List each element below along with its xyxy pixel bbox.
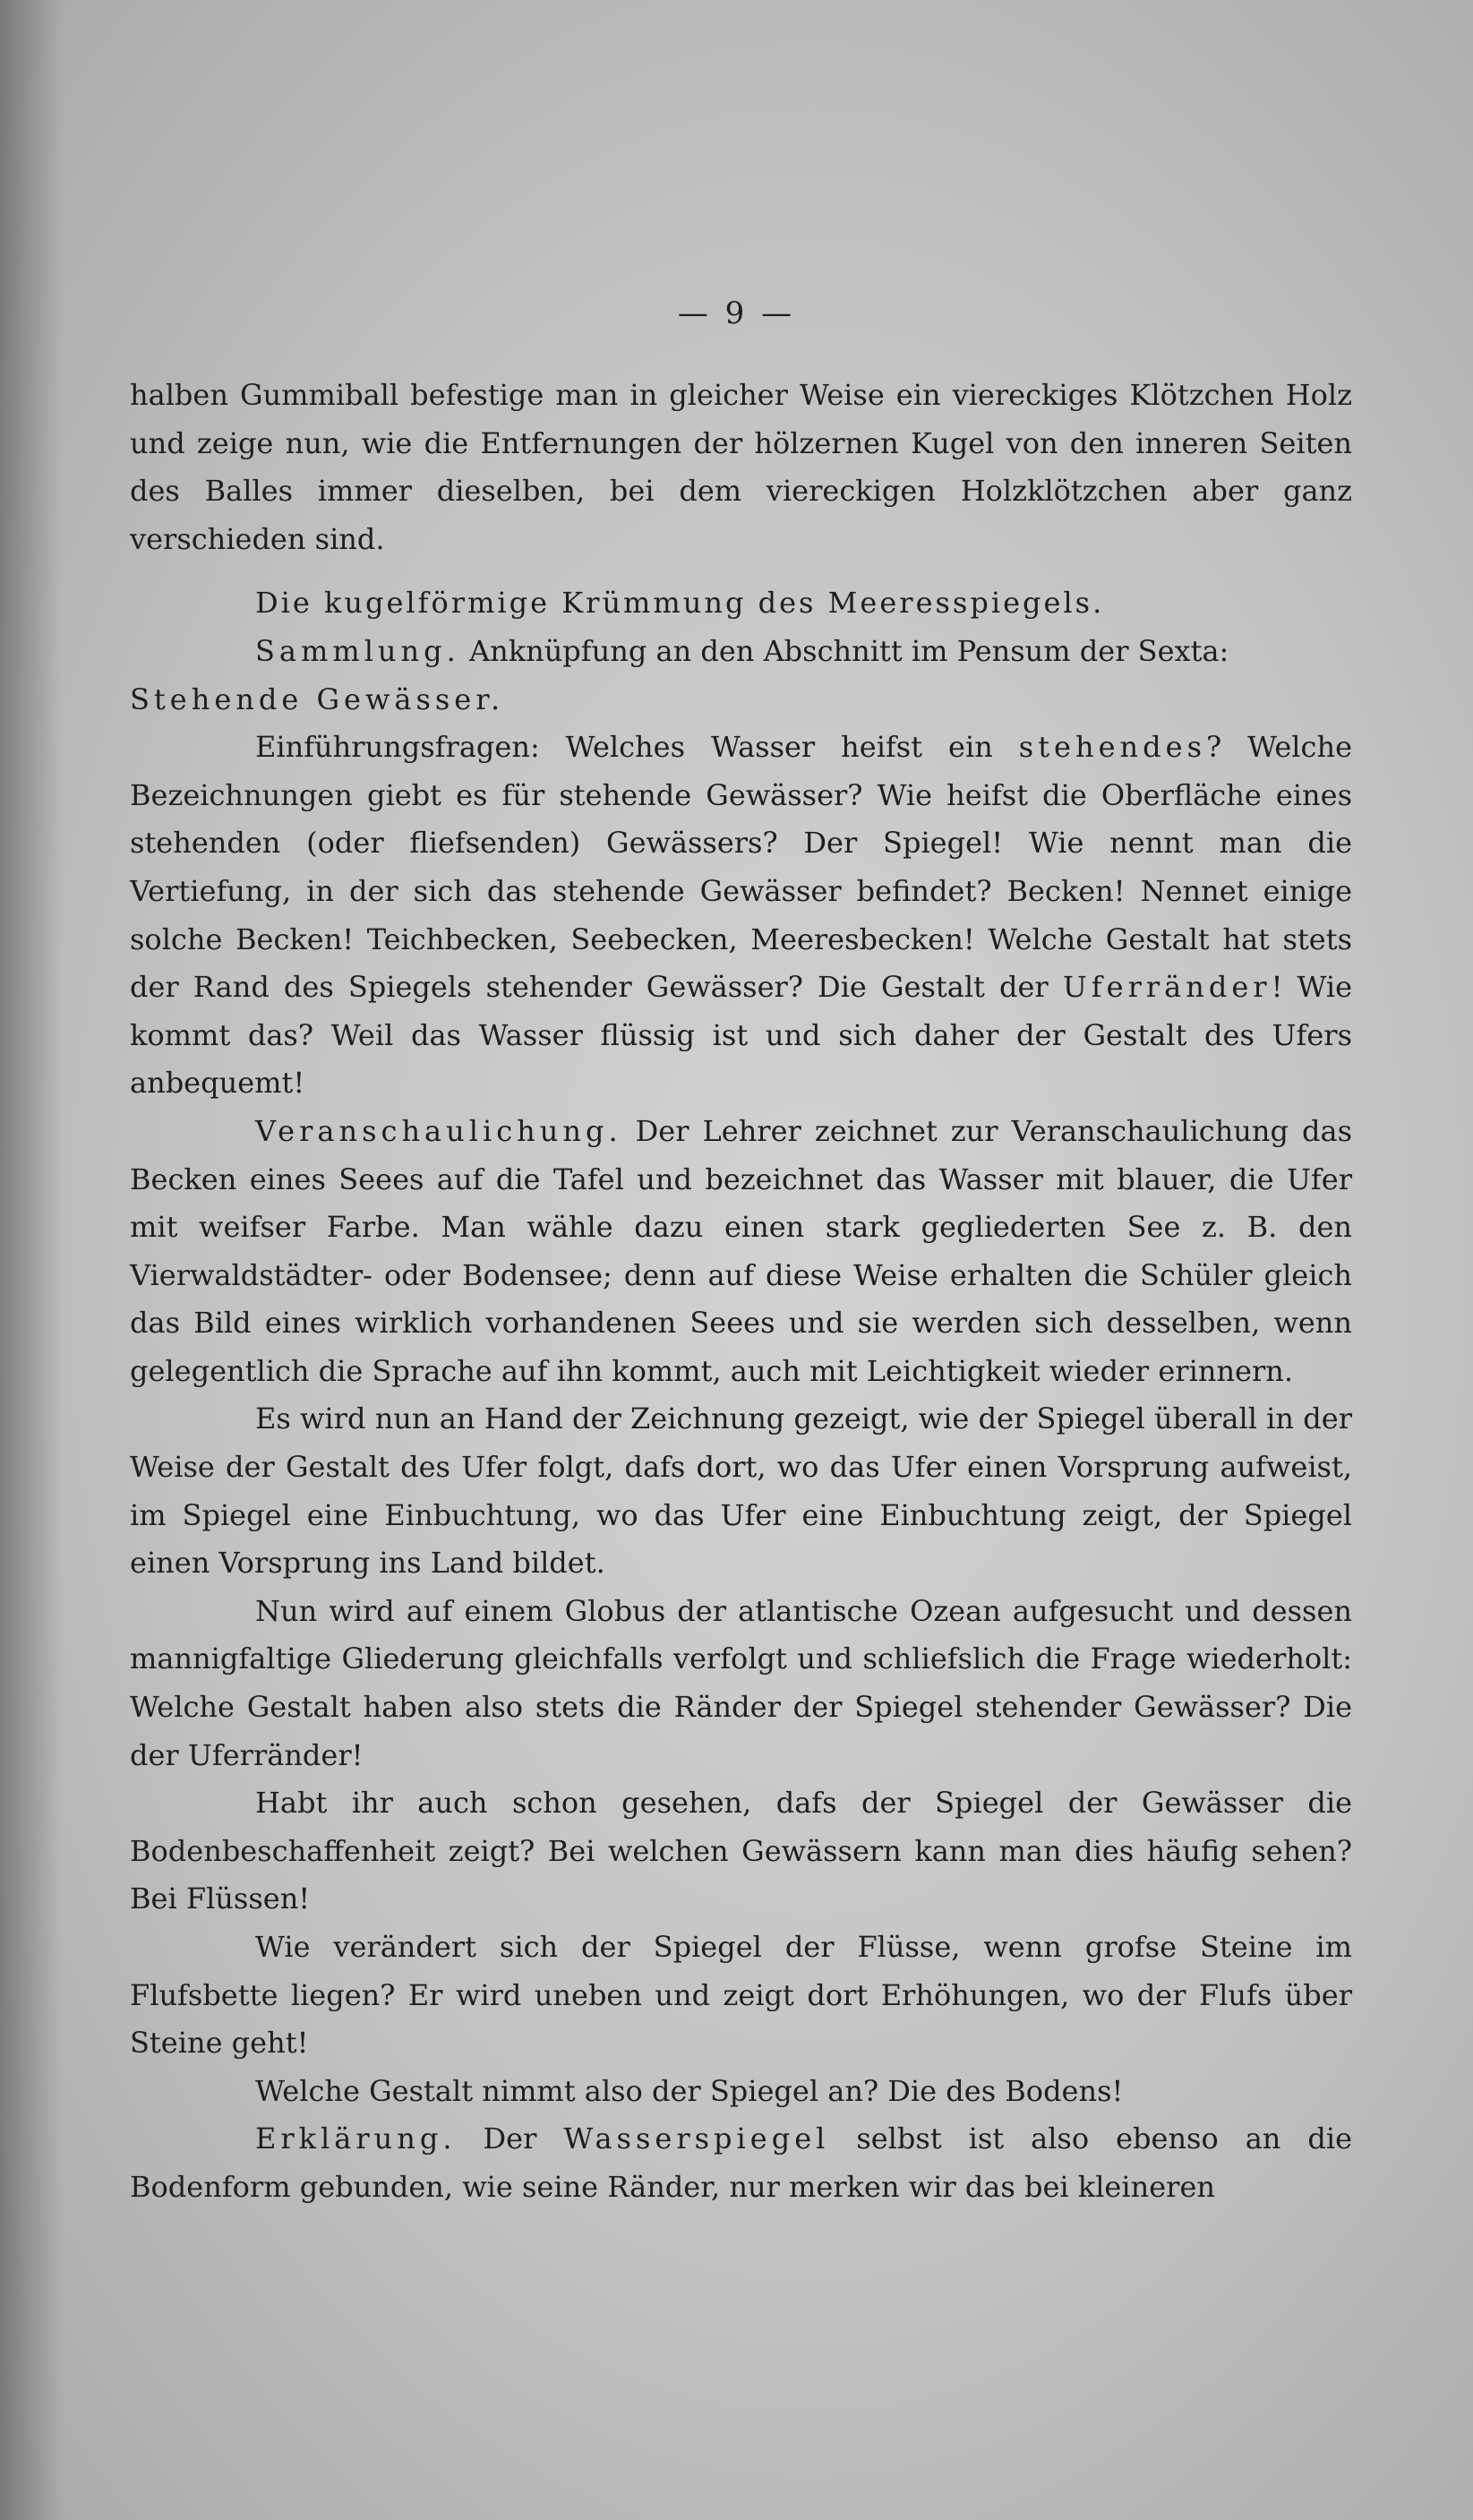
paragraph (130, 2115, 1352, 2211)
emphasized-term: stehendes (1018, 730, 1206, 765)
paragraph: Welche Gestalt nimmt also der Spiegel an? Die des Bodens! (255, 2073, 1124, 2108)
paragraph: halben Gummiball befestige man in gleicher Weise ein viereckiges Klötzchen Holz und zeige nun, wie die Entfernungen der hölzernen Kugel von den inneren Seiten des Balles immer dieselben, bei dem viereckigen Holzklötzchen aber ganz verschieden sind. (130, 378, 1352, 556)
paragraph (130, 1108, 1352, 1396)
run-in-label: Sammlung. (255, 633, 460, 668)
run-in-label: Veranschaulichung. (255, 1113, 622, 1148)
emphasized-term: Wasserspiegel (563, 2121, 830, 2156)
paragraph-text: ! Wie kommt das? Weil das Wasser flüssig ist und sich daher der Gestalt des Ufers anbequemt! (130, 970, 1353, 1101)
body-text (130, 372, 1352, 2212)
paragraph (130, 628, 1352, 724)
paragraph: Nun wird auf einem Globus der atlantische Ozean aufgesucht und dessen mannigfaltige Gliederung gleichfalls verfolgt und schliefslich die Frage wiederholt: Welche Gestalt haben also stets die Ränder der Spiegel stehender Gewässer? Die der Uferränder! (130, 1593, 1352, 1772)
paragraph: Habt ihr auch schon gesehen, dafs der Spiegel der Gewässer die Bodenbeschaffenheit zeigt? Bei welchen Gewässern kann man dies häufig sehen? Bei Flüssen! (130, 1786, 1352, 1916)
paragraph (130, 724, 1352, 1108)
paragraph-text: selbst ist also ebenso an die Bodenform gebunden, wie seine Ränder, nur merken wir das bei kleineren (130, 2121, 1353, 2204)
paragraph: Es wird nun an Hand der Zeichnung gezeigt, wie der Spiegel überall in der Weise der Gestalt des Ufer folgt, dafs dort, wo das Ufer einen Vorsprung aufweist, im Spiegel eine Einbuchtung, wo das Ufer eine Einbuchtung zeigt, der Spiegel einen Vorsprung ins Land bildet. (130, 1401, 1352, 1581)
emphasized-term: Uferränder (1062, 970, 1272, 1005)
paragraph-text: ? Welche Bezeichnungen giebt es für stehende Gewässer? Wie heifst die Oberfläche eines stehenden (oder fliefsenden) Gewässers? Der Spiegel! Wie nennt man die Vertiefung, in der sich das stehende Gewässer befindet? Becken! Nennet einige solche Becken! Teichbecken, Seebecken, Meeresbecken! Welche Gestalt hat stets der Rand des Spiegels stehender Gewässer? Die Gestalt der (130, 730, 1353, 1005)
emphasized-term: Stehende Gewässer. (130, 681, 505, 716)
section-heading: Die kugelförmige Krümmung des Meeresspiegels. (255, 586, 1105, 621)
paragraph-text: Anknüpfung an den Abschnitt im Pensum der Sexta: (459, 633, 1229, 668)
paragraph-text: Der (456, 2121, 564, 2156)
gutter-shadow (0, 0, 63, 2520)
run-in-label: Erklärung. (255, 2121, 457, 2156)
paragraph-text: Einführungsfragen: Welches Wasser heifst ein (255, 730, 1019, 765)
page-number: — 9 — (677, 296, 796, 331)
paragraph: Wie verändert sich der Spiegel der Flüsse, wenn grofse Steine im Flufsbette liegen? Er wird uneben und zeigt dort Erhöhungen, wo der Flufs über Steine geht! (130, 1930, 1352, 2061)
paragraph-text: Der Lehrer zeichnet zur Veranschaulichung das Becken eines Seees auf die Tafel und bezeichnet das Wasser mit blauer, die Ufer mit weifser Farbe. Man wähle dazu einen stark gegliederten See z. B. den Vierwaldstädter- oder Bodensee; denn auf diese Weise erhalten die Schüler gleich das Bild eines wirklich vorhandenen Seees und sie werden sich desselben, wenn gelegentlich die Sprache auf ihn kommt, auch mit Leichtigkeit wieder erinnern. (130, 1113, 1352, 1388)
